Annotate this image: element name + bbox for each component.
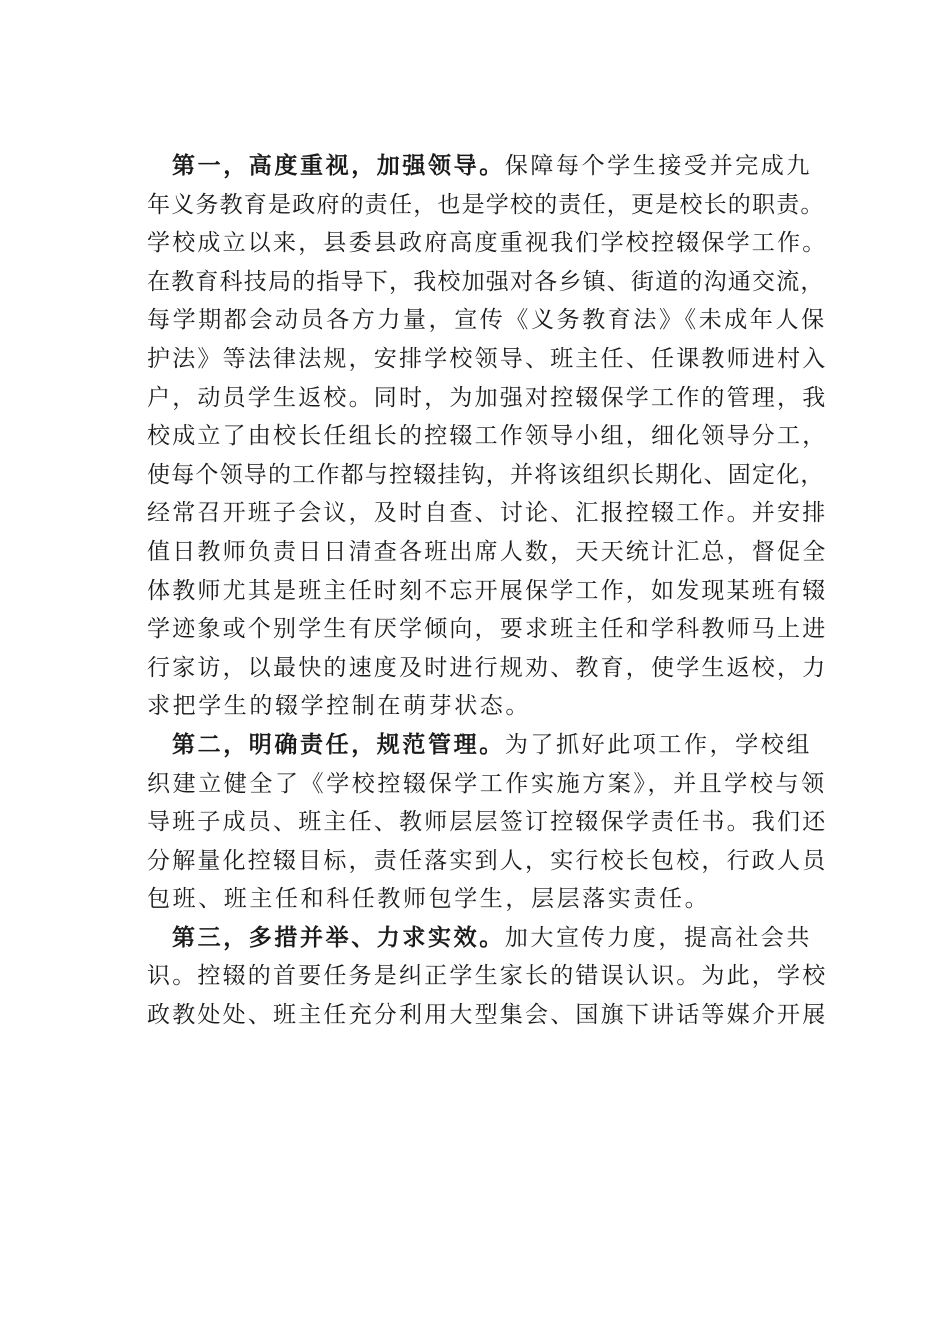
paragraph-1-line: 户，动员学生返校。同时，为加强对控辍保学工作的管理，我 (147, 384, 828, 411)
document-body (147, 147, 827, 1035)
paragraph-3-line: 识。控辍的首要任务是纠正学生家长的错误认识。为此，学校 (147, 963, 828, 990)
paragraph-1-line: 值日教师负责日日清查各班出席人数，天天统计汇总，督促全 (147, 538, 828, 565)
paragraph-1-line: 学迹象或个别学生有厌学倾向，要求班主任和学科教师马上进 (147, 616, 828, 643)
paragraph-1-first-line (147, 147, 827, 186)
paragraph-1-line: 使每个领导的工作都与控辍挂钩，并将该组织长期化、固定化， (147, 461, 825, 488)
paragraph-2-line: 包班、班主任和科任教师包学生，层层落实责任。 (147, 886, 711, 913)
paragraph-3-first-text: 加大宣传力度，提高社会共 (504, 924, 813, 951)
paragraph-3-heading: 第三，多措并举、力求实效。 (172, 923, 505, 951)
paragraph-1-first-text: 保障每个学生接受并完成九 (504, 153, 813, 179)
paragraph-1-line: 每学期都会动员各方力量，宣传《义务教育法》《未成年人保 (147, 307, 827, 334)
paragraph-2-first-text: 为了抓好此项工作，学校组 (504, 731, 813, 758)
paragraph-1-line: 经常召开班子会议，及时自查、讨论、汇报控辍工作。并安排 (147, 500, 828, 527)
paragraph-1-line: 校成立了由校长任组长的控辍工作领导小组，细化领导分工， (147, 423, 828, 450)
paragraph-1-line: 行家访，以最快的速度及时进行规劝、教育，使学生返校，力 (147, 654, 828, 681)
paragraph-1-line: 体教师尤其是班主任时刻不忘开展保学工作，如发现某班有辍 (147, 577, 828, 604)
paragraph-3-first-line (147, 919, 827, 958)
paragraph-2-line: 导班子成员、班主任、教师层层签订控辍保学责任书。我们还 (147, 809, 828, 836)
paragraph-1-line: 在教育科技局的指导下，我校加强对各乡镇、街道的沟通交流， (147, 268, 825, 295)
paragraph-2-line: 分解量化控辍目标，责任落实到人，实行校长包校，行政人员 (147, 847, 828, 874)
paragraph-1-line: 护法》等法律法规，安排学校领导、班主任、任课教师进村入 (147, 345, 828, 372)
paragraph-2-heading: 第二，明确责任，规范管理。 (172, 730, 505, 758)
paragraph-2-line: 织建立健全了《学校控辍保学工作实施方案》，并且学校与领 (147, 770, 827, 797)
paragraph-1-line: 年义务教育是政府的责任，也是学校的责任，更是校长的职责。 (147, 191, 825, 218)
paragraph-2-first-line (147, 726, 827, 765)
paragraph-1-heading: 第一，高度重视，加强领导。 (172, 152, 505, 179)
paragraph-1-line: 学校成立以来，县委县政府高度重视我们学校控辍保学工作。 (147, 230, 828, 257)
paragraph-1-line: 求把学生的辍学控制在萌芽状态。 (147, 693, 531, 720)
paragraph-3-line: 政教处处、班主任充分利用大型集会、国旗下讲话等媒介开展 (147, 1002, 828, 1029)
